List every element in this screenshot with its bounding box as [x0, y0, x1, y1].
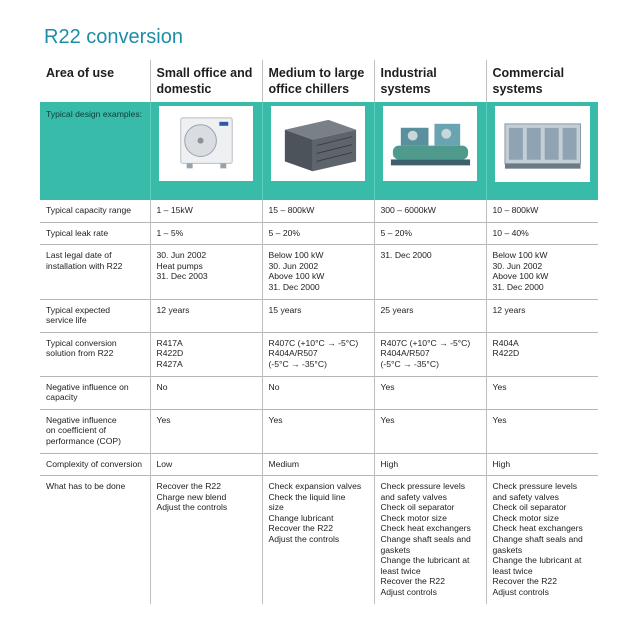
header-area-of-use: Area of use	[46, 66, 115, 80]
row-label: Typical conversion solution from R22	[40, 332, 150, 376]
image-cell-commercial	[486, 102, 598, 200]
table-row	[40, 299, 598, 332]
split-ac-unit-image	[159, 106, 254, 181]
table-cell: Check expansion valves Check the liquid line size Change lubricant Recover the R22 Adjust the controls	[262, 476, 374, 604]
table-cell: Yes	[374, 376, 486, 409]
table-cell: High	[374, 453, 486, 476]
table-cell: No	[262, 376, 374, 409]
table-cell: Medium	[262, 453, 374, 476]
table-cell: Recover the R22 Charge new blend Adjust the controls	[150, 476, 262, 604]
header-small-office: Small office and domestic	[150, 60, 262, 102]
table-cell: R404A R422D	[486, 332, 598, 376]
table-cell: Yes	[486, 376, 598, 409]
header-commercial: Commercial systems	[486, 60, 598, 102]
table-cell: 5 – 20%	[262, 222, 374, 245]
row-label: Typical capacity range	[46, 205, 132, 215]
table-cell: R417A R422D R427A	[150, 332, 262, 376]
header-industrial: Industrial systems	[374, 60, 486, 102]
table-row	[40, 453, 598, 476]
table-cell: High	[486, 453, 598, 476]
row-label: Typical leak rate	[40, 222, 150, 245]
table-cell: 31. Dec 2000	[374, 245, 486, 299]
industrial-system-image	[383, 106, 478, 181]
table-cell: Below 100 kW 30. Jun 2002 Above 100 kW 31. Dec 2000	[486, 245, 598, 299]
table-cell: No	[150, 376, 262, 409]
table-row	[40, 476, 598, 604]
table-cell: 25 years	[374, 299, 486, 332]
table-cell: 1 – 15kW	[150, 200, 262, 222]
table-cell: 10 – 800kW	[486, 200, 598, 222]
header-row	[40, 60, 598, 102]
table-cell: Yes	[150, 409, 262, 453]
table-cell: Yes	[262, 409, 374, 453]
header-medium-large: Medium to large office chillers	[262, 60, 374, 102]
row-label: Negative influence on coefficient of performance (COP)	[40, 409, 150, 453]
table-row	[40, 200, 598, 222]
image-cell-industrial	[374, 102, 486, 200]
row-label: Last legal date of installation with R22	[40, 245, 150, 299]
row-label: Typical expected service life	[40, 299, 150, 332]
table-row	[40, 222, 598, 245]
row-label: Complexity of conversion	[40, 453, 150, 476]
table-cell: 1 – 5%	[150, 222, 262, 245]
image-cell-medium-large	[262, 102, 374, 200]
table-cell: Yes	[486, 409, 598, 453]
image-cell-small-office	[150, 102, 262, 200]
table-row	[40, 376, 598, 409]
table-cell: Yes	[374, 409, 486, 453]
table-cell: Low	[150, 453, 262, 476]
table-cell: 12 years	[150, 299, 262, 332]
image-row	[40, 102, 598, 200]
table-cell: 5 – 20%	[374, 222, 486, 245]
table-cell: 300 – 6000kW	[374, 200, 486, 222]
table-row	[40, 245, 598, 299]
table-cell: Check pressure levels and safety valves Check oil separator Check motor size Check heat exchangers Change shaft seals and gaskets Change the lubricant at least twice Recover the R22 Adjust controls	[486, 476, 598, 604]
table-cell: Check pressure levels and safety valves Check oil separator Check motor size Check heat exchangers Change shaft seals and gaskets Change the lubricant at least twice Recover the R22 Adjust controls	[374, 476, 486, 604]
row-label: What has to be done	[40, 476, 150, 604]
table-cell: 10 – 40%	[486, 222, 598, 245]
image-row-label: Typical design examples:	[40, 102, 150, 200]
table-cell: 15 – 800kW	[262, 200, 374, 222]
row-label: Negative influence on capacity	[40, 376, 150, 409]
table-cell: Below 100 kW 30. Jun 2002 Above 100 kW 31. Dec 2000	[262, 245, 374, 299]
chiller-unit-image	[271, 106, 366, 181]
page-title: R22 conversion	[44, 26, 183, 48]
table-cell: R407C (+10°C → -5°C) R404A/R507 (-5°C → -35°C)	[262, 332, 374, 376]
table-cell: 30. Jun 2002 Heat pumps 31. Dec 2003	[150, 245, 262, 299]
table-row	[40, 332, 598, 376]
table-cell: 15 years	[262, 299, 374, 332]
conversion-table	[40, 60, 598, 604]
table-row	[40, 409, 598, 453]
table-cell: 12 years	[486, 299, 598, 332]
table-cell: R407C (+10°C → -5°C) R404A/R507 (-5°C → -35°C)	[374, 332, 486, 376]
commercial-system-image	[495, 106, 590, 182]
